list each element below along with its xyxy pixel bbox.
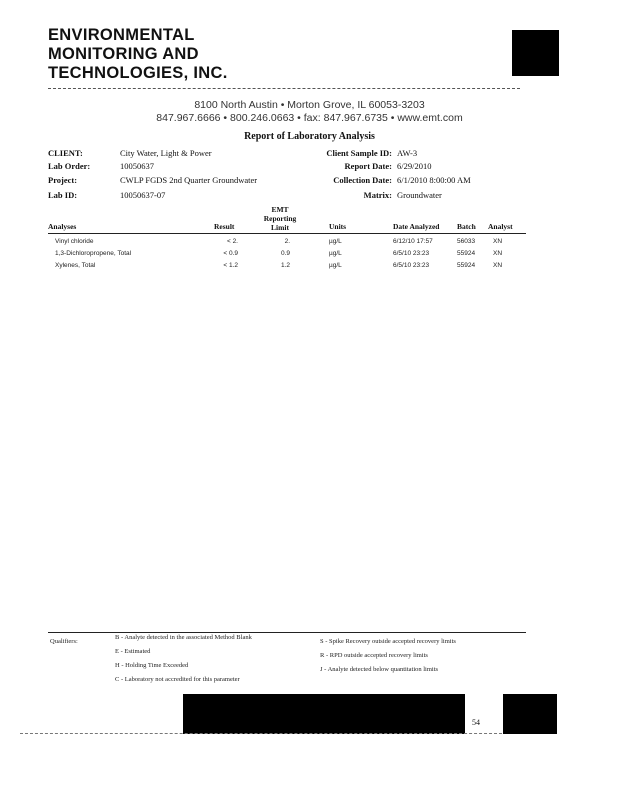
lab-order-value: 10050637 <box>120 161 154 171</box>
lab-order-label: Lab Order: <box>48 161 91 171</box>
qualifier-r: R - RPD outside accepted recovery limits <box>320 652 428 659</box>
matrix-value: Groundwater <box>397 190 442 200</box>
row-3-batch: 55924 <box>457 262 476 269</box>
row-1-limit: 2. <box>284 238 290 245</box>
row-3-analyst: XN <box>493 262 503 269</box>
qualifier-j: J - Analyte detected below quantitation limits <box>320 666 439 673</box>
table-header-rule <box>48 233 526 234</box>
row-2-result: < 0.9 <box>223 250 238 257</box>
row-1-batch: 56033 <box>457 238 476 245</box>
row-2-analyst: XN <box>493 250 503 257</box>
matrix-label: Matrix: <box>363 190 392 200</box>
col-rl-line-3: Limit <box>271 223 289 232</box>
report-date-value: 6/29/2010 <box>397 161 432 171</box>
row-3-date: 6/5/10 23:23 <box>393 262 430 269</box>
col-units: Units <box>329 222 347 231</box>
row-1-analyst: XN <box>493 238 503 245</box>
sample-id-value: AW-3 <box>397 148 418 158</box>
company-name-line-1: ENVIRONMENTAL <box>48 26 195 44</box>
row-1-units: µg/L <box>329 238 342 245</box>
row-2-batch: 55924 <box>457 250 476 257</box>
row-1-result: < 2. <box>226 238 238 245</box>
col-analyses: Analyses <box>48 222 77 231</box>
col-reporting-limit <box>250 205 310 232</box>
qualifier-h: H - Holding Time Exceeded <box>115 662 189 669</box>
company-name-line-2: MONITORING AND <box>48 45 199 63</box>
col-rl-line-1: EMT <box>271 205 289 214</box>
col-analyst: Analyst <box>488 222 513 231</box>
row-1-date: 6/12/10 17:57 <box>393 238 433 245</box>
row-3-limit: 1.2 <box>280 262 290 269</box>
lab-id-label: Lab ID: <box>48 190 78 200</box>
col-date-analyzed: Date Analyzed <box>393 222 440 231</box>
qualifiers-rule <box>48 632 526 633</box>
lab-id-value: 10050637-07 <box>120 190 166 200</box>
collection-date-label: Collection Date: <box>333 175 392 185</box>
project-label: Project: <box>48 175 78 185</box>
col-rl-line-2: Reporting <box>263 214 297 223</box>
row-1-analyte: Vinyl chloride <box>55 238 94 245</box>
row-2-date: 6/5/10 23:23 <box>393 250 430 257</box>
redaction-block-bottom <box>183 694 465 734</box>
company-address: 8100 North Austin • Morton Grove, IL 60053-3203 <box>194 99 425 111</box>
row-2-limit: 0.9 <box>280 250 290 257</box>
report-title: Report of Laboratory Analysis <box>244 131 375 142</box>
client-value: City Water, Light & Power <box>120 148 212 158</box>
company-name-line-3: TECHNOLOGIES, INC. <box>48 64 228 82</box>
qualifiers-label: Qualifiers: <box>50 638 78 645</box>
row-3-result: < 1.2 <box>223 262 238 269</box>
page-number: 54 <box>472 718 480 727</box>
qualifier-b: B - Analyte detected in the associated Method Blank <box>115 634 252 641</box>
redaction-block-corner <box>503 694 557 734</box>
redaction-block-top <box>512 30 559 76</box>
report-date-label: Report Date: <box>344 161 392 171</box>
header-rule <box>48 88 520 89</box>
company-phones: 847.967.6666 • 800.246.0663 • fax: 847.967.6735 • www.emt.com <box>156 112 463 124</box>
row-2-units: µg/L <box>329 250 342 257</box>
collection-date-value: 6/1/2010 8:00:00 AM <box>397 175 471 185</box>
row-3-units: µg/L <box>329 262 342 269</box>
project-value: CWLP FGDS 2nd Quarter Groundwater <box>120 175 258 185</box>
client-label: CLIENT: <box>48 148 83 158</box>
qualifier-e: E - Estimated <box>115 648 151 655</box>
col-batch: Batch <box>457 222 476 231</box>
row-2-analyte: 1,3-Dichloropropene, Total <box>55 250 132 257</box>
sample-id-label: Client Sample ID: <box>326 148 392 158</box>
qualifier-s: S - Spike Recovery outside accepted recovery limits <box>320 638 456 645</box>
qualifier-c: C - Laboratory not accredited for this parameter <box>115 676 240 683</box>
col-result: Result <box>214 222 235 231</box>
row-3-analyte: Xylenes, Total <box>55 262 96 269</box>
footer-rule <box>20 733 502 734</box>
